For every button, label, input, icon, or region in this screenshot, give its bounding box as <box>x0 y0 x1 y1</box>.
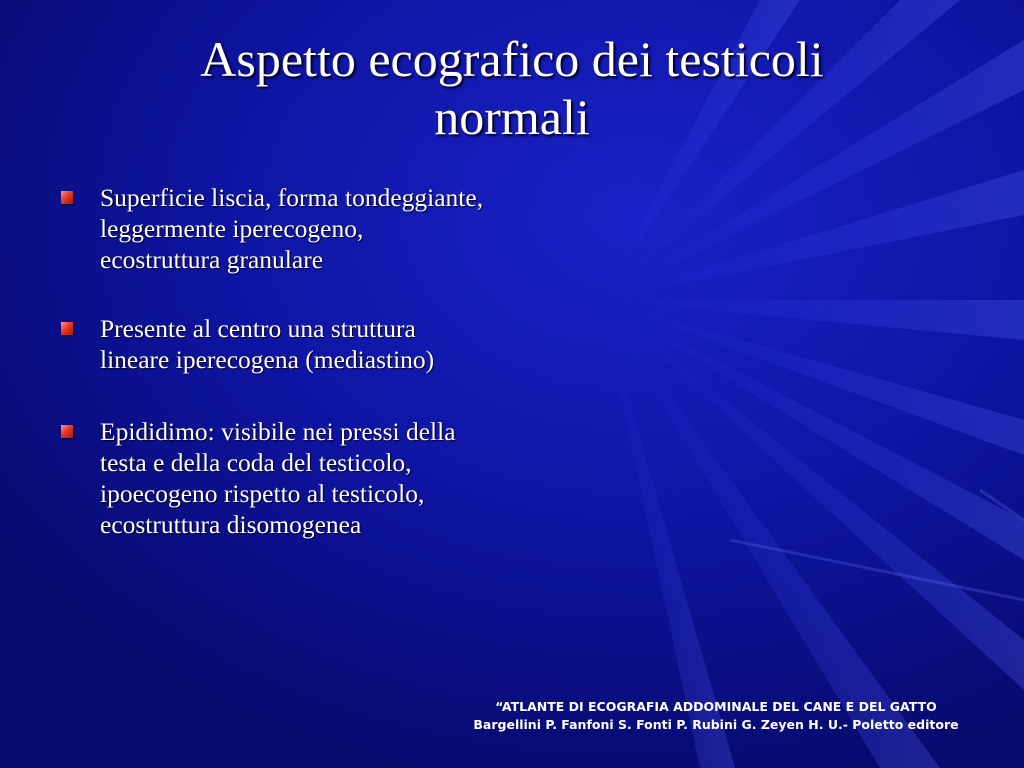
bullet-list <box>60 182 490 578</box>
slide-title-line-1: Aspetto ecografico dei testicoli <box>200 31 824 87</box>
bullet-item <box>60 416 490 540</box>
square-bullet-icon <box>61 322 73 335</box>
slide-title-line-2: normali <box>434 89 590 145</box>
citation-line-2: Bargellini P. Fanfoni S. Fonti P. Rubini G. Zeyen H. U.- Poletto editore <box>473 717 959 732</box>
bullet-text: Epididimo: visibile nei pressi della testa e della coda del testicolo, ipoecogeno rispetto al testicolo, ecostruttura disomogenea <box>100 417 456 539</box>
bullet-text: Superficie liscia, forma tondeggiante, leggermente iperecogeno, ecostruttura granulare <box>100 183 484 274</box>
citation <box>436 698 996 734</box>
square-bullet-icon <box>61 425 73 438</box>
citation-line-1: “ATLANTE DI ECOGRAFIA ADDOMINALE DEL CANE E DEL GATTO <box>495 699 937 714</box>
slide-title <box>40 30 984 146</box>
square-bullet-icon <box>61 191 73 204</box>
bullet-item <box>60 313 490 375</box>
bullet-text: Presente al centro una struttura lineare iperecogena (mediastino) <box>100 314 435 374</box>
bullet-item <box>60 182 490 275</box>
